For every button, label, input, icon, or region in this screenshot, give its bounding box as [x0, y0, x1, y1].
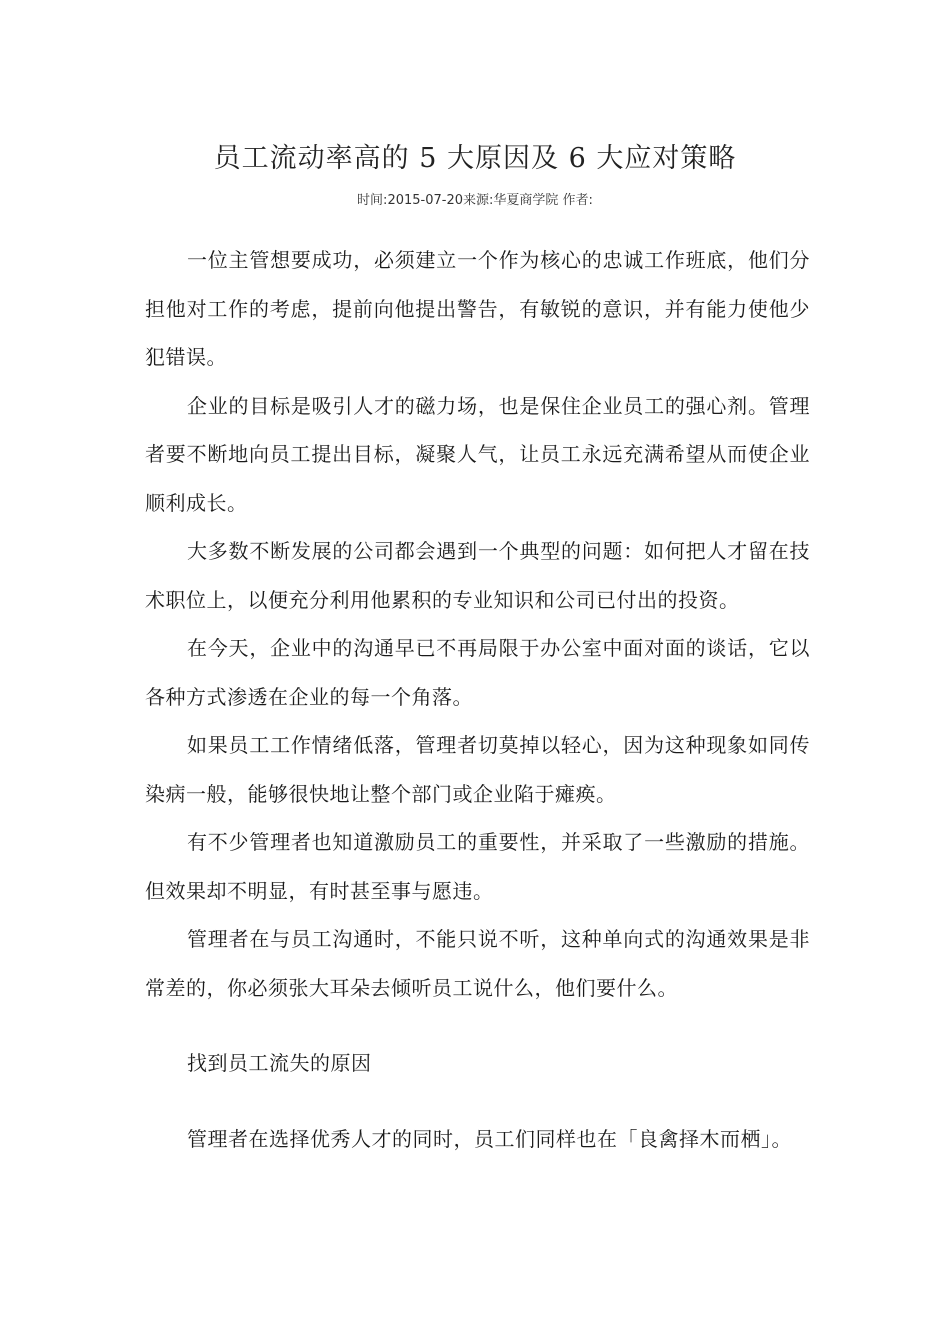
- paragraph: 大多数不断发展的公司都会遇到一个典型的问题：如何把人才留在技术职位上，以便充分利用他累积的专业知识和公司已付出的投资。: [145, 539, 810, 612]
- paragraph: 管理者在选择优秀人才的同时，员工们同样也在「良禽择木而栖」。: [187, 1126, 792, 1151]
- time-label: 时间:: [357, 193, 388, 208]
- paragraph: 一位主管想要成功，必须建立一个作为核心的忠诚工作班底，他们分担他对工作的考虑，提前向他提出警告，有敏锐的意识，并有能力使他少犯错误。: [145, 248, 810, 369]
- source-value: 华夏商学院: [493, 193, 559, 208]
- author-label: 作者:: [562, 193, 593, 208]
- paragraph: 如果员工工作情绪低落，管理者切莫掉以轻心，因为这种现象如同传染病一般，能够很快地让整个部门或企业陷于瘫痪。: [145, 733, 810, 806]
- source-label: 来源:: [463, 193, 494, 208]
- time-value: 2015-07-20: [387, 193, 463, 208]
- article-body: [145, 236, 810, 1163]
- paragraph: 管理者在与员工沟通时，不能只说不听，这种单向式的沟通效果是非常差的，你必须张大耳朵去倾听员工说什么，他们要什么。: [145, 927, 810, 1000]
- section-spacer: [145, 1088, 810, 1115]
- article-meta: [0, 189, 950, 208]
- article-title: 员工流动率高的 5 大原因及 6 大应对策略: [213, 143, 737, 174]
- paragraph: 有不少管理者也知道激励员工的重要性，并采取了一些激励的措施。但效果却不明显，有时甚至事与愿违。: [145, 830, 810, 903]
- paragraph: 企业的目标是吸引人才的磁力场，也是保住企业员工的强心剂。管理者要不断地向员工提出目标，凝聚人气，让员工永远充满希望从而使企业顺利成长。: [145, 393, 810, 515]
- paragraph: 在今天，企业中的沟通早已不再局限于办公室中面对面的谈话，它以各种方式渗透在企业的每一个角落。: [145, 636, 810, 709]
- section-spacer: [145, 1012, 810, 1039]
- section-heading: 找到员工流失的原因: [187, 1051, 372, 1075]
